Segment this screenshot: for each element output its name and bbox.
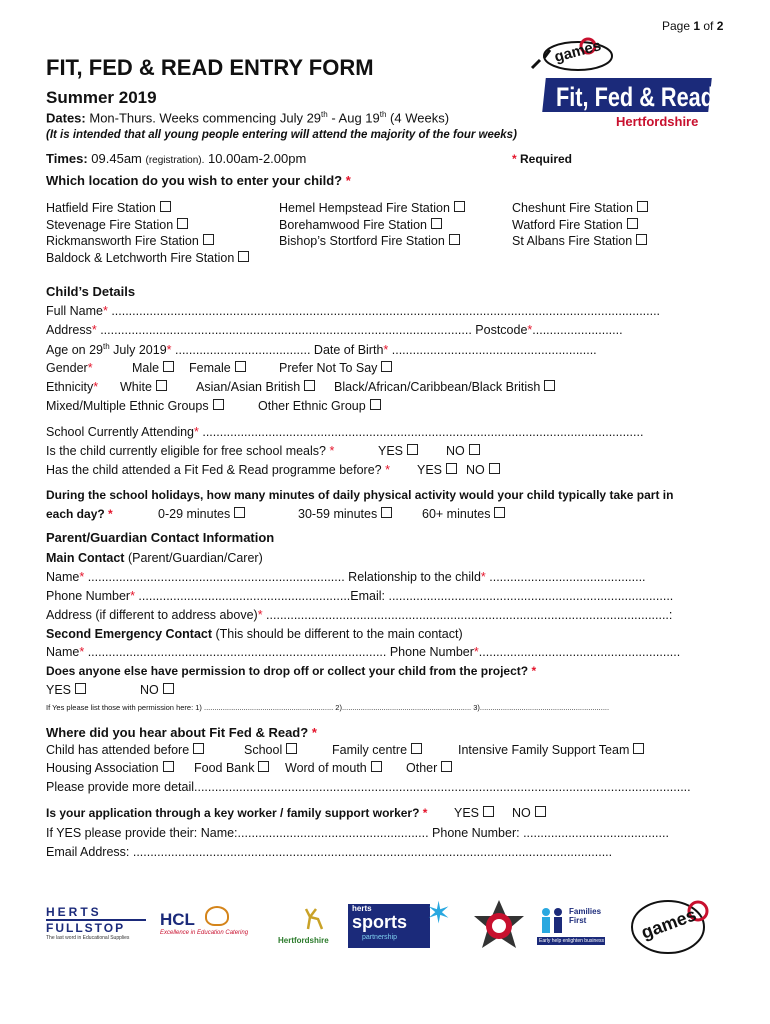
school-games-logo <box>628 895 718 955</box>
checkbox[interactable] <box>494 507 505 518</box>
free-meals-row: Is the child currently eligible for free school meals? * <box>46 444 335 458</box>
checkbox[interactable] <box>370 399 381 410</box>
location-option[interactable]: Bishop’s Stortford Fire Station <box>279 233 465 250</box>
ethnicity-white[interactable]: White <box>120 380 167 394</box>
checkbox[interactable] <box>431 218 442 229</box>
form-title: FIT, FED & READ ENTRY FORM <box>46 55 374 80</box>
hear-intensive[interactable]: Intensive Family Support Team <box>458 743 644 757</box>
form-subtitle: Summer 2019 <box>46 88 157 107</box>
location-option[interactable]: Hemel Hempstead Fire Station <box>279 200 465 217</box>
checkbox[interactable] <box>469 444 480 455</box>
checkbox[interactable] <box>627 218 638 229</box>
hcl-logo: HCL Excellence in Education Catering <box>160 910 270 955</box>
hear-housing[interactable]: Housing Association <box>46 761 174 775</box>
age-dob-field[interactable]: Age on 29th July 2019* ....................................... Date of Birth* ........................................................... <box>46 342 597 358</box>
checkbox[interactable] <box>636 234 647 245</box>
checkbox[interactable] <box>163 361 174 372</box>
checkbox[interactable] <box>163 761 174 772</box>
pickup-no[interactable]: NO <box>140 683 174 697</box>
hear-family-centre[interactable]: Family centre <box>332 743 422 757</box>
checkbox[interactable] <box>381 507 392 518</box>
location-option[interactable]: Baldock & Letchworth Fire Station <box>46 250 249 267</box>
stag-icon <box>278 905 348 931</box>
attended-yes[interactable]: YES <box>417 463 457 477</box>
pickup-list-field[interactable]: If Yes please list those with permission here: 1) .............................................................. 2).............................................................. 3).............................................................. <box>46 703 610 712</box>
family-icon <box>537 905 567 935</box>
hear-word-of-mouth[interactable]: Word of mouth <box>285 761 382 775</box>
checkbox[interactable] <box>286 743 297 754</box>
checkbox[interactable] <box>156 380 167 391</box>
child-details-heading: Child’s Details <box>46 284 136 299</box>
activity-opt-2[interactable]: 30-59 minutes <box>298 507 392 521</box>
free-meals-yes[interactable]: YES <box>378 444 418 458</box>
second-contact-label: Second Emergency Contact (This should be different to the main contact) <box>46 627 463 641</box>
guardian-phone-email-field[interactable]: Phone Number* .............................................................Email: .................................................................................. <box>46 589 674 603</box>
ethnicity-mixed[interactable]: Mixed/Multiple Ethnic Groups <box>46 399 224 413</box>
activity-question: During the school holidays, how many minutes of daily physical activity would your child typically take part in <box>46 488 674 502</box>
page-indicator: Page 1 of 2 <box>662 19 724 33</box>
checkbox[interactable] <box>235 361 246 372</box>
required-note: * Required <box>512 152 573 166</box>
keyworker-yes[interactable]: YES <box>454 806 494 820</box>
checkbox[interactable] <box>193 743 204 754</box>
activity-question-cont: each day? * <box>46 507 113 521</box>
intent-note: (It is intended that all young people entering will attend the majority of the four weeks) <box>46 129 517 141</box>
checkbox[interactable] <box>411 743 422 754</box>
checkbox[interactable] <box>441 761 452 772</box>
gender-female[interactable]: Female <box>189 361 246 375</box>
location-option[interactable]: Stevenage Fire Station <box>46 217 249 234</box>
hertfordshire-logo: Hertfordshire <box>278 905 348 950</box>
checkbox[interactable] <box>304 380 315 391</box>
hear-other[interactable]: Other <box>406 761 452 775</box>
keyworker-name-phone-field[interactable]: If YES please provide their: Name:....................................................... Phone Number: .......................................... <box>46 826 669 840</box>
checkbox[interactable] <box>163 683 174 694</box>
location-option[interactable]: Borehamwood Fire Station <box>279 217 465 234</box>
location-col-1 <box>46 200 249 266</box>
checkbox[interactable] <box>454 201 465 212</box>
logo-region-text: Hertfordshire <box>616 114 699 129</box>
checkbox[interactable] <box>381 361 392 372</box>
hear-school[interactable]: School <box>244 743 297 757</box>
keyworker-question: Is your application through a key worker / family support worker? * <box>46 806 428 820</box>
checkbox[interactable] <box>544 380 555 391</box>
checkbox[interactable] <box>483 806 494 817</box>
checkbox[interactable] <box>371 761 382 772</box>
hear-question: Where did you hear about Fit Fed & Read? * <box>46 725 317 740</box>
checkbox[interactable] <box>203 234 214 245</box>
guardian-address-field[interactable]: Address (if different to address above)* ....................................................................................................................: <box>46 608 673 622</box>
dates-line: Dates: Mon-Thurs. Weeks commencing July 29th - Aug 19th (4 Weeks) <box>46 110 450 126</box>
gender-prefer-not[interactable]: Prefer Not To Say <box>279 361 392 375</box>
checkbox[interactable] <box>449 234 460 245</box>
families-first-logo: Families First Early help enlighten business <box>539 907 605 944</box>
location-col-2 <box>279 200 465 250</box>
pickup-yes[interactable]: YES <box>46 683 86 697</box>
pickup-question: Does anyone else have permission to drop off or collect your child from the project? * <box>46 664 537 678</box>
star-icon: ✶ <box>426 897 452 930</box>
main-contact-label: Main Contact (Parent/Guardian/Carer) <box>46 551 263 565</box>
guardian-heading: Parent/Guardian Contact Information <box>46 530 275 545</box>
fire-service-badge-icon <box>470 898 528 954</box>
fit-fed-read-logo <box>520 38 720 130</box>
ethnicity-asian[interactable]: Asian/Asian British <box>196 380 315 394</box>
location-option[interactable]: Cheshunt Fire Station <box>512 200 648 217</box>
checkbox[interactable] <box>637 201 648 212</box>
location-question: Which location do you wish to enter your child? * <box>46 173 351 188</box>
keyworker-no[interactable]: NO <box>512 806 546 820</box>
gender-row: Gender* <box>46 361 93 375</box>
attended-no[interactable]: NO <box>466 463 500 477</box>
checkbox[interactable] <box>258 761 269 772</box>
second-contact-field[interactable]: Name* ...................................................................................... Phone Number*.......................................................... <box>46 645 681 659</box>
address-field[interactable]: Address* ........................................................................................................... Postcode*.......................... <box>46 323 623 337</box>
times-line: Times: 09.45am (registration). 10.00am-2.00pm <box>46 151 307 166</box>
logo-main-text: Fit, Fed & Read <box>556 82 714 112</box>
herts-sports-logo: herts sports partnership ✶ <box>348 896 454 952</box>
checkbox[interactable] <box>535 806 546 817</box>
activity-opt-3[interactable]: 60+ minutes <box>422 507 505 521</box>
hear-food-bank[interactable]: Food Bank <box>194 761 269 775</box>
location-option[interactable]: Watford Fire Station <box>512 217 648 234</box>
checkbox[interactable] <box>234 507 245 518</box>
checkbox[interactable] <box>75 683 86 694</box>
hear-child-attended[interactable]: Child has attended before <box>46 743 204 757</box>
location-option[interactable]: Hatfield Fire Station <box>46 200 249 217</box>
ethnicity-black[interactable]: Black/African/Caribbean/Black British <box>334 380 555 394</box>
attended-row: Has the child attended a Fit Fed & Read programme before? * <box>46 463 390 477</box>
keyworker-email-field[interactable]: Email Address: .......................................................................................................................................... <box>46 845 613 859</box>
checkbox[interactable] <box>407 444 418 455</box>
guardian-name-field[interactable]: Name* .......................................................................... Relationship to the child* ............................................. <box>46 570 646 584</box>
location-col-3 <box>512 200 648 250</box>
games-logo-text: games <box>552 37 603 66</box>
ethnicity-label: Ethnicity* <box>46 380 99 394</box>
school-field[interactable]: School Currently Attending* ............................................................................................................................... <box>46 425 644 439</box>
checkbox[interactable] <box>489 463 500 474</box>
checkbox[interactable] <box>633 743 644 754</box>
herts-fullstop-logo: HERTS FULLSTOP The last word in Educational Supplies <box>46 905 156 955</box>
location-option[interactable]: Rickmansworth Fire Station <box>46 233 249 250</box>
checkbox[interactable] <box>177 218 188 229</box>
full-name-field[interactable]: Full Name* .............................................................................................................................................................. <box>46 304 661 318</box>
checkbox[interactable] <box>160 201 171 212</box>
ethnicity-other[interactable]: Other Ethnic Group <box>258 399 381 413</box>
activity-opt-1[interactable]: 0-29 minutes <box>158 507 245 521</box>
checkbox[interactable] <box>238 251 249 262</box>
checkbox[interactable] <box>213 399 224 410</box>
games-text: games <box>638 904 699 943</box>
checkbox[interactable] <box>446 463 457 474</box>
hear-detail-field[interactable]: Please provide more detail............................................................................................................................................... <box>46 780 691 794</box>
location-option[interactable]: St Albans Fire Station <box>512 233 648 250</box>
gender-male[interactable]: Male <box>132 361 174 375</box>
free-meals-no[interactable]: NO <box>446 444 480 458</box>
